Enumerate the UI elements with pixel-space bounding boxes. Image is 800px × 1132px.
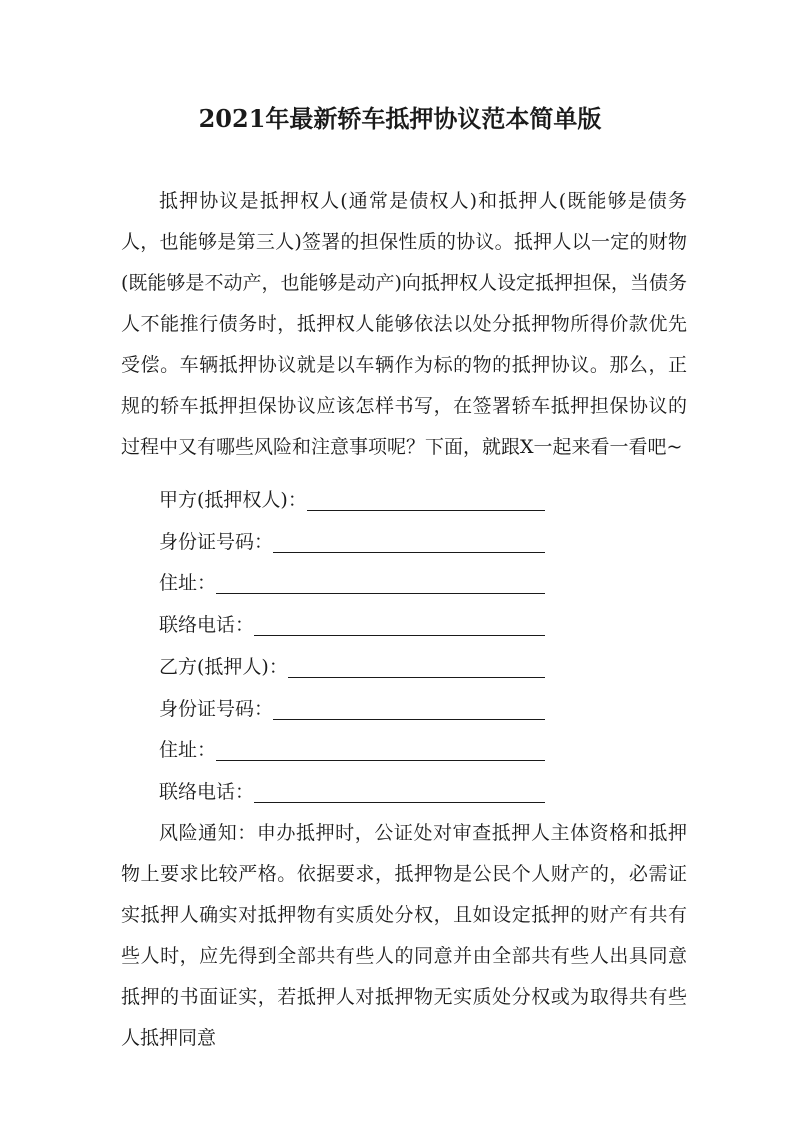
party-a-id-field — [159, 522, 545, 562]
party-a-phone-label: 联络电话： — [159, 614, 255, 636]
party-b-id-blank-line — [273, 691, 545, 720]
document-title: 2021年最新轿车抵押协议范本简单版 — [198, 104, 602, 133]
party-a-blank-line — [307, 482, 545, 511]
party-b-blank-line — [288, 649, 545, 678]
party-a-phone-blank-line — [254, 607, 545, 636]
party-a-id-blank-line — [273, 524, 545, 553]
party-a-address-field — [159, 563, 545, 603]
party-a-label: 甲方(抵押权人)： — [159, 489, 307, 511]
party-b-address-label: 住址： — [159, 739, 217, 761]
party-b-id-label: 身份证号码： — [159, 698, 274, 720]
party-b-address-field — [159, 730, 545, 770]
party-b-phone-field — [159, 772, 545, 812]
risk-notice-paragraph: 风险通知：申办抵押时，公证处对审查抵押人主体资格和抵押物上要求比较严格。依据要求，抵押物是公民个人财产的，必需证实抵押人确实对抵押物有实质处分权，且如设定抵押的财产有共有些人时，应先得到全部共有些人的同意并由全部共有些人出具同意抵押的书面证实，若抵押人对抵押物无实质处分权或为取得共有些人抵押同意 — [121, 822, 687, 1049]
party-a-address-label: 住址： — [159, 572, 217, 594]
party-b-id-field — [159, 689, 545, 729]
party-a-field — [159, 480, 545, 520]
party-b-label: 乙方(抵押人)： — [159, 656, 288, 678]
party-b-phone-label: 联络电话： — [159, 781, 255, 803]
party-b-phone-blank-line — [254, 774, 545, 803]
intro-paragraph: 抵押协议是抵押权人(通常是债权人)和抵押人(既能够是债务人，也能够是第三人)签署的担保性质的协议。抵押人以一定的财物(既能够是不动产，也能够是动产)向抵押权人设定抵押担保，当债务人不能推行债务时，抵押权人能够依法以处分抵押物所得价款优先受偿。车辆抵押协议就是以车辆作为标的物的抵押协议。那么，正规的轿车抵押担保协议应该怎样书写，在签署轿车抵押担保协议的过程中又有哪些风险和注意事项呢？下面，就跟X一起来看一看吧~ — [121, 190, 687, 458]
party-b-field — [159, 647, 545, 687]
party-a-address-blank-line — [216, 565, 545, 594]
party-b-address-blank-line — [216, 732, 545, 761]
party-a-phone-field — [159, 605, 545, 645]
party-a-id-label: 身份证号码： — [159, 531, 274, 553]
